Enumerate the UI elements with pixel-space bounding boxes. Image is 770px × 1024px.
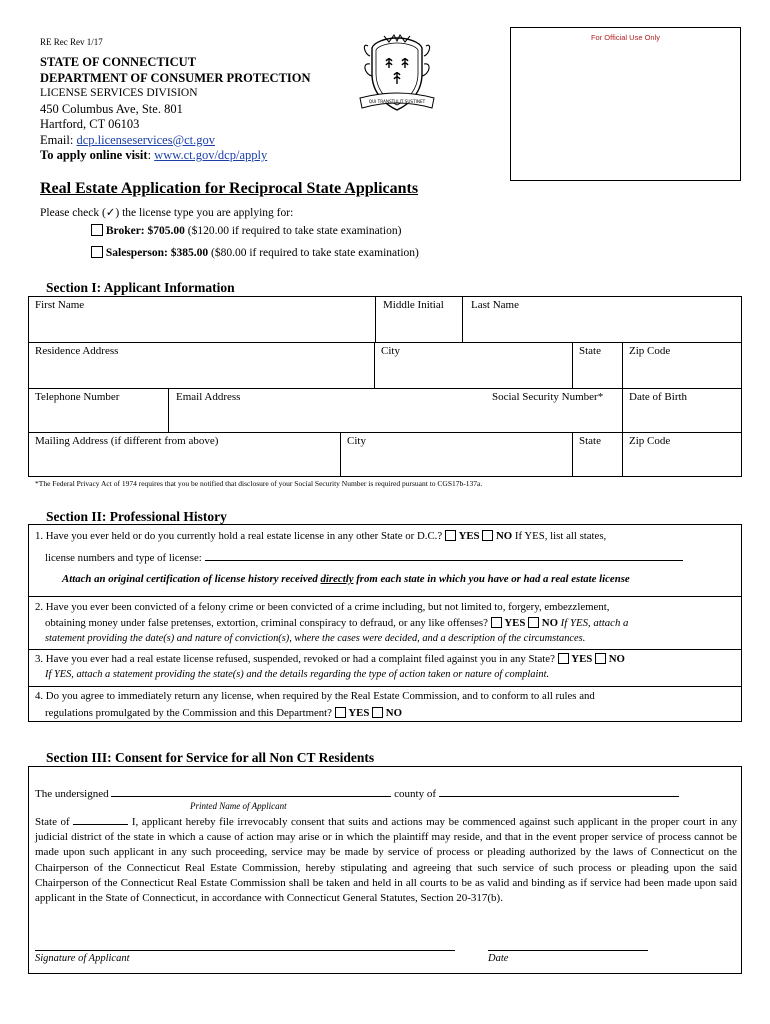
section-3-title: Section III: Consent for Service for all Non CT Residents <box>46 750 375 765</box>
q2-yes-checkbox[interactable] <box>491 617 502 628</box>
salesperson-option[interactable] <box>91 246 419 259</box>
question-2: 2. Have you ever been convicted of a felony crime or been convicted of a crime including, but not limited to, forgery, embezzlement, <box>35 601 610 613</box>
agency-header <box>40 55 311 164</box>
email-line: Email: dcp.licenseservices@ct.gov <box>40 132 215 147</box>
form-revision: RE Rec Rev 1/17 <box>40 37 103 47</box>
license-numbers-input[interactable] <box>205 560 683 561</box>
signature-caption: Signature of Applicant <box>35 953 130 964</box>
q3-no-checkbox[interactable] <box>595 653 606 664</box>
question-1-license-line: license numbers and type of license: <box>45 550 683 566</box>
question-1-attach-note: Attach an original certification of license history received directly from each state in which you have or had a real estate license <box>62 573 630 585</box>
email-address-field[interactable]: Email Address <box>176 391 241 403</box>
county-input[interactable] <box>439 796 679 797</box>
q1-yes-checkbox[interactable] <box>445 530 456 541</box>
question-1: 1. Have you ever held or do you currently hold a real estate license in any other State or D.C.? YES NO If YES, list all states, <box>35 530 607 542</box>
state-name: STATE OF CONNECTICUT <box>40 55 197 69</box>
official-use-box <box>510 27 741 181</box>
mailing-address-field[interactable]: Mailing Address (if different from above) <box>35 435 219 447</box>
mailing-state-field[interactable]: State <box>579 435 601 447</box>
seal-motto: QUI TRANSTULIT SUSTINET <box>368 99 426 104</box>
apply-online-link[interactable]: www.ct.gov/dcp/apply <box>154 148 268 162</box>
question-3-line-2: If YES, attach a statement providing the state(s) and the details regarding the type of action taken or nature of complaint. <box>45 669 550 680</box>
salesperson-label: Salesperson: $385.00 <box>105 247 209 259</box>
city-field[interactable]: City <box>381 345 400 357</box>
q3-yes-checkbox[interactable] <box>558 653 569 664</box>
q2-no-checkbox[interactable] <box>528 617 539 628</box>
section-1-title: Section I: Applicant Information <box>46 280 235 295</box>
official-use-label: For Official Use Only <box>590 33 661 42</box>
broker-note: ($120.00 if required to take state examination) <box>184 225 402 237</box>
question-2-line-2: obtaining money under false pretenses, extortion, criminal conspiracy to defraud, or any like offenses? YES NO If YES, attach a <box>45 617 629 629</box>
residence-address-field[interactable]: Residence Address <box>35 345 119 357</box>
state-of-input[interactable] <box>73 824 128 825</box>
section-2-title: Section II: Professional History <box>46 509 227 524</box>
email-link[interactable]: dcp.licenseservices@ct.gov <box>76 132 215 147</box>
form-title: Real Estate Application for Reciprocal State Applicants <box>40 180 419 197</box>
q4-yes-checkbox[interactable] <box>335 707 346 718</box>
applicant-info-table <box>28 296 742 477</box>
date-of-birth-field[interactable]: Date of Birth <box>629 391 688 403</box>
license-type-prompt: Please check (✓) the license type you are applying for: <box>40 207 294 219</box>
broker-option[interactable] <box>91 224 401 237</box>
privacy-act-note: *The Federal Privacy Act of 1974 requires that you be notified that disclosure of your Social Security Number is required pursuant to CGS17b-137a. <box>35 479 483 488</box>
first-name-field[interactable]: First Name <box>35 299 85 311</box>
q4-no-checkbox[interactable] <box>372 707 383 718</box>
telephone-field[interactable]: Telephone Number <box>35 391 120 403</box>
date-line[interactable] <box>488 950 648 951</box>
question-3: 3. Have you ever had a real estate license refused, suspended, revoked or had a complaint filed against you in any State? YES NO <box>35 653 625 665</box>
consent-text: State of I, applicant hereby file irrevocably consent that suits and actions may be commenced against such applicant in the proper court in any judicial district of the state in which a cause of action may arise or in which the plaintiff may reside, and that in the event proper service of process cannot be made upon such applicant in any such proceeding, service may be made by service of process or pleading authorized by the laws of Connecticut on the Chairperson of the Connecticut Real Estate Commission, hereby stipulating and agreeing that such service of such process or pleading upon the said Chairperson of the Connecticut Real Estate Commission shall be taken and held in all courts to be as valid and binding as if service had been made upon said applicant in the State of Connecticut, in accordance with Connecticut General Statutes, Section 20-317(b). <box>35 816 738 905</box>
broker-label: Broker: $705.00 <box>105 225 185 237</box>
division-name: LICENSE SERVICES DIVISION <box>40 87 198 99</box>
broker-checkbox[interactable] <box>91 224 103 236</box>
connecticut-seal-icon <box>356 34 438 120</box>
department-name: DEPARTMENT OF CONSUMER PROTECTION <box>40 70 311 85</box>
question-2-line-3: statement providing the date(s) and nature of conviction(s), where the cases were decided, and a description of the circumstances. <box>45 633 586 644</box>
date-caption: Date <box>488 953 509 964</box>
salesperson-checkbox[interactable] <box>91 246 103 258</box>
q1-no-checkbox[interactable] <box>482 530 493 541</box>
zip-code-field[interactable]: Zip Code <box>629 345 671 357</box>
mailing-zip-field[interactable]: Zip Code <box>629 435 671 447</box>
address-line-2: Hartford, CT 06103 <box>40 117 140 131</box>
printed-name-caption: Printed Name of Applicant <box>190 801 287 811</box>
state-field[interactable]: State <box>579 345 601 357</box>
ssn-field[interactable]: Social Security Number* <box>492 391 604 403</box>
signature-line[interactable] <box>35 950 455 951</box>
question-4: 4. Do you agree to immediately return any license, when required by the Real Estate Commission, and to conform to all rules and <box>35 690 595 702</box>
salesperson-note: ($80.00 if required to take state examination) <box>208 247 419 259</box>
mailing-city-field[interactable]: City <box>347 435 366 447</box>
printed-name-input[interactable] <box>111 796 391 797</box>
question-4-line-2: regulations promulgated by the Commission and this Department? YES NO <box>45 707 402 719</box>
last-name-field[interactable]: Last Name <box>471 299 519 311</box>
middle-initial-field[interactable]: Middle Initial <box>383 299 444 311</box>
undersigned-line: The undersigned county of <box>35 786 679 802</box>
address-line-1: 450 Columbus Ave, Ste. 801 <box>40 101 183 116</box>
apply-line: To apply online visit: www.ct.gov/dcp/apply <box>40 148 268 162</box>
